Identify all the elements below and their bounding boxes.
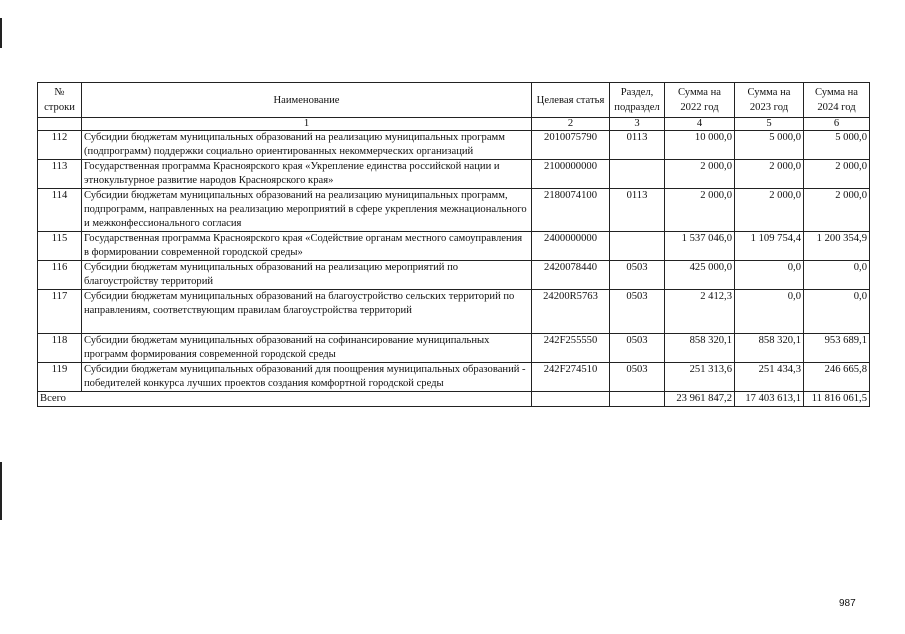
row-name: Государственная программа Красноярского края «Укрепление единства российской нации и этнокультурное развитие народов Красноярского края»: [82, 160, 532, 189]
row-sum-2023: 0,0: [735, 290, 804, 334]
row-name: Субсидии бюджетам муниципальных образований на благоустройство сельских территорий по направлениям, соответствующим правилам благоустройства территорий: [82, 290, 532, 334]
row-sum-2024: 1 200 354,9: [804, 232, 870, 261]
header-name: Наименование: [82, 83, 532, 118]
table-row: [38, 334, 870, 363]
row-sum-2024: 953 689,1: [804, 334, 870, 363]
row-sum-2022: 10 000,0: [665, 131, 735, 160]
row-name: Субсидии бюджетам муниципальных образований на софинансирование муниципальных программ формирования современной городской среды: [82, 334, 532, 363]
row-number: 112: [38, 131, 82, 160]
header-sum-2022: Сумма на 2022 год: [665, 83, 735, 118]
row-sum-2022: 2 000,0: [665, 189, 735, 232]
scan-edge-mark-top: [0, 18, 2, 48]
table-row: [38, 232, 870, 261]
header-row: [38, 83, 870, 118]
row-sum-2024: 2 000,0: [804, 160, 870, 189]
row-sum-2022: 2 000,0: [665, 160, 735, 189]
column-number: 4: [665, 118, 735, 131]
row-target: 242F255550: [532, 334, 610, 363]
table-row: [38, 160, 870, 189]
row-section: 0503: [610, 363, 665, 392]
row-sum-2023: 2 000,0: [735, 160, 804, 189]
header-sum-2023: Сумма на 2023 год: [735, 83, 804, 118]
row-name: Субсидии бюджетам муниципальных образований для поощрения муниципальных образований - победителей конкурса лучших проектов создания комфортной городской среды: [82, 363, 532, 392]
row-number: 115: [38, 232, 82, 261]
row-target: 2400000000: [532, 232, 610, 261]
table-row: [38, 290, 870, 334]
table-row: [38, 261, 870, 290]
row-target: 2180074100: [532, 189, 610, 232]
row-number: 118: [38, 334, 82, 363]
row-sum-2024: 0,0: [804, 261, 870, 290]
row-name: Субсидии бюджетам муниципальных образований на реализацию мероприятий по благоустройству территорий: [82, 261, 532, 290]
table-row: [38, 131, 870, 160]
row-number: 114: [38, 189, 82, 232]
row-target: 2010075790: [532, 131, 610, 160]
row-section: 0113: [610, 189, 665, 232]
column-number: 6: [804, 118, 870, 131]
row-target: 2100000000: [532, 160, 610, 189]
row-section: 0503: [610, 334, 665, 363]
column-number: [38, 118, 82, 131]
row-target: 24200R5763: [532, 290, 610, 334]
row-sum-2024: 5 000,0: [804, 131, 870, 160]
row-sum-2023: 5 000,0: [735, 131, 804, 160]
total-sum-2022: 23 961 847,2: [665, 392, 735, 407]
header-section: Раздел, подраздел: [610, 83, 665, 118]
row-name: Субсидии бюджетам муниципальных образований на реализацию муниципальных программ, подпрограмм, направленных на реализацию мероприятий в сфере укрепления межнационального и межконфессионального согласия: [82, 189, 532, 232]
budget-table: [37, 82, 870, 407]
row-number: 119: [38, 363, 82, 392]
total-section: [610, 392, 665, 407]
row-number: 117: [38, 290, 82, 334]
row-section: 0503: [610, 261, 665, 290]
header-sum-2024: Сумма на 2024 год: [804, 83, 870, 118]
row-number: 116: [38, 261, 82, 290]
row-target: 2420078440: [532, 261, 610, 290]
page-number: 987: [839, 598, 856, 609]
total-label: Всего: [38, 392, 532, 407]
row-sum-2022: 2 412,3: [665, 290, 735, 334]
column-number: 3: [610, 118, 665, 131]
row-section: [610, 232, 665, 261]
total-sum-2024: 11 816 061,5: [804, 392, 870, 407]
row-name: Субсидии бюджетам муниципальных образований на реализацию муниципальных программ (подпрограмм) поддержки социально ориентированных некоммерческих организаций: [82, 131, 532, 160]
row-target: 242F274510: [532, 363, 610, 392]
table-row: [38, 363, 870, 392]
row-sum-2024: 246 665,8: [804, 363, 870, 392]
row-section: 0113: [610, 131, 665, 160]
scan-edge-mark-bottom: [0, 462, 2, 520]
header-row-no: № строки: [38, 83, 82, 118]
row-sum-2022: 251 313,6: [665, 363, 735, 392]
total-target: [532, 392, 610, 407]
row-name: Государственная программа Красноярского края «Содействие органам местного самоуправления в формировании современной городской среды»: [82, 232, 532, 261]
row-sum-2023: 0,0: [735, 261, 804, 290]
row-section: 0503: [610, 290, 665, 334]
row-number: 113: [38, 160, 82, 189]
table-row: [38, 189, 870, 232]
row-sum-2022: 858 320,1: [665, 334, 735, 363]
row-sum-2022: 425 000,0: [665, 261, 735, 290]
total-row: [38, 392, 870, 407]
row-sum-2024: 0,0: [804, 290, 870, 334]
column-number: 1: [82, 118, 532, 131]
column-number: 2: [532, 118, 610, 131]
row-sum-2022: 1 537 046,0: [665, 232, 735, 261]
row-sum-2023: 858 320,1: [735, 334, 804, 363]
row-sum-2023: 251 434,3: [735, 363, 804, 392]
header-target: Целевая статья: [532, 83, 610, 118]
total-sum-2023: 17 403 613,1: [735, 392, 804, 407]
column-numbers-row: [38, 118, 870, 131]
row-section: [610, 160, 665, 189]
row-sum-2024: 2 000,0: [804, 189, 870, 232]
row-sum-2023: 1 109 754,4: [735, 232, 804, 261]
row-sum-2023: 2 000,0: [735, 189, 804, 232]
column-number: 5: [735, 118, 804, 131]
